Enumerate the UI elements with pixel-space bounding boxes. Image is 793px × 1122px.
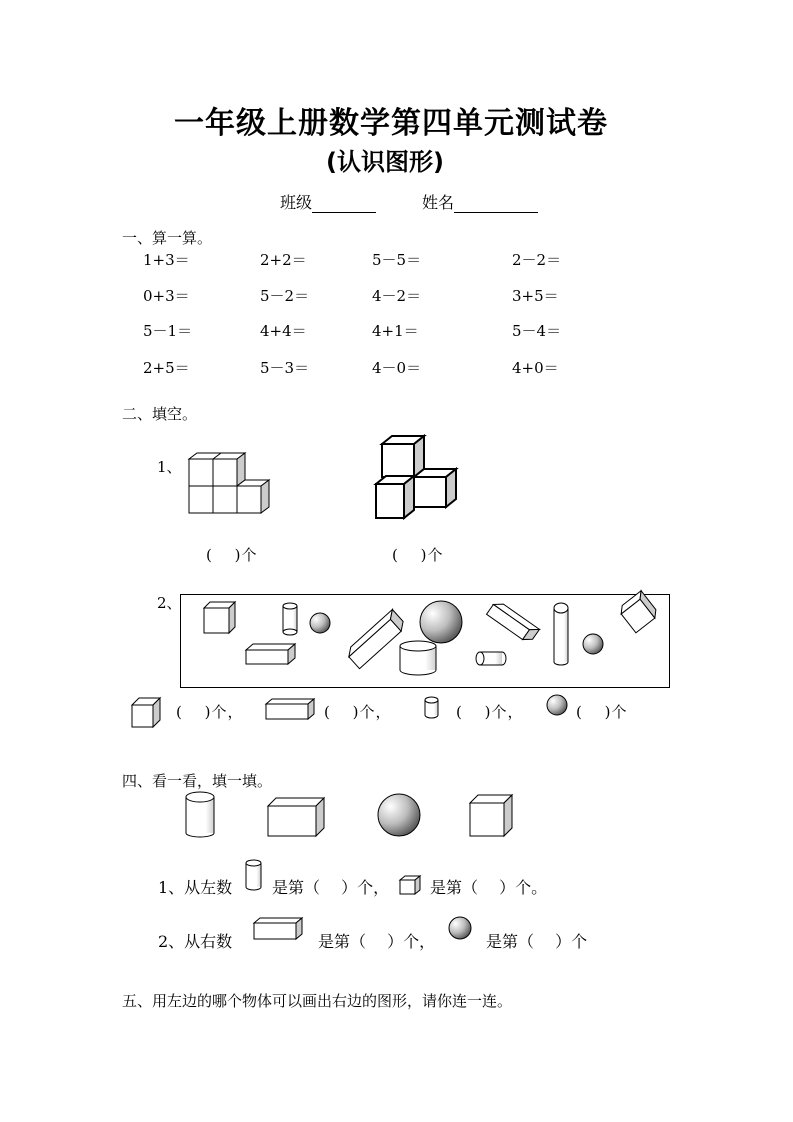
- problem[interactable]: 2+5＝: [143, 359, 190, 377]
- sphere-icon: [546, 694, 568, 716]
- problem[interactable]: 4+0＝: [512, 359, 559, 377]
- q1-answer-left[interactable]: ( )个: [206, 546, 258, 564]
- q1-label: 1、: [157, 458, 182, 476]
- cylinder-icon: [283, 603, 297, 635]
- cube-icon: [398, 874, 422, 896]
- cuboid-icon: [345, 610, 407, 669]
- problem[interactable]: 5－4＝: [512, 322, 562, 340]
- shapes-collection: [180, 594, 670, 688]
- problem[interactable]: 5－3＝: [260, 359, 310, 377]
- cylinder-icon: [476, 652, 506, 665]
- cuboid-icon: [252, 916, 304, 942]
- class-field: [280, 190, 376, 213]
- cube-stack-large: [372, 434, 458, 520]
- cube-icon: [130, 696, 162, 728]
- section5-heading: 五、用左边的哪个物体可以画出右边的图形，请你连一连。: [122, 992, 513, 1010]
- sphere-icon: [420, 601, 462, 643]
- cube-icon: [617, 591, 659, 633]
- problem[interactable]: 0+3＝: [143, 287, 190, 305]
- cuboid-icon: [268, 798, 324, 836]
- section2-heading: 二、填空。: [122, 405, 198, 423]
- section4-heading: 四、看一看，填一填。: [122, 772, 273, 790]
- name-field: [422, 190, 538, 213]
- problem[interactable]: 4－0＝: [372, 359, 422, 377]
- sphere-icon: [378, 794, 420, 836]
- problem[interactable]: 5－2＝: [260, 287, 310, 305]
- q1-answer-right[interactable]: ( )个: [392, 546, 444, 564]
- problem[interactable]: 2+2＝: [260, 251, 307, 269]
- page-subtitle: (认识图形): [326, 148, 444, 176]
- problem[interactable]: 3+5＝: [512, 287, 559, 305]
- sphere-icon: [448, 916, 472, 940]
- sphere-icon: [310, 613, 330, 633]
- cylinder-icon: [400, 641, 436, 675]
- class-label: 班级: [280, 193, 313, 212]
- cylinder-icon: [424, 696, 440, 720]
- page-title: 一年级上册数学第四单元测试卷: [174, 106, 608, 141]
- class-blank[interactable]: [312, 196, 376, 213]
- problem[interactable]: 5－5＝: [372, 251, 422, 269]
- count-cuboid[interactable]: ( )个，: [324, 703, 392, 721]
- cylinder-icon: [186, 792, 214, 837]
- name-blank[interactable]: [454, 196, 538, 213]
- cube-stack-small: [185, 450, 270, 514]
- cylinder-icon: [244, 858, 264, 892]
- problem[interactable]: 2－2＝: [512, 251, 562, 269]
- cuboid-icon: [264, 697, 316, 721]
- cube-icon: [204, 602, 235, 633]
- count-cylinder[interactable]: ( )个，: [456, 703, 524, 721]
- problem[interactable]: 4+1＝: [372, 322, 419, 340]
- section4-q1-mid[interactable]: 是第（ ）个，: [272, 878, 390, 897]
- section4-q1-suffix[interactable]: 是第（ ）个。: [430, 878, 548, 897]
- count-sphere[interactable]: ( )个: [576, 703, 628, 721]
- count-cube[interactable]: ( )个，: [176, 703, 244, 721]
- sphere-icon: [583, 634, 603, 654]
- section4-q2-mid[interactable]: 是第（ ）个，: [318, 932, 436, 951]
- problem[interactable]: 4－2＝: [372, 287, 422, 305]
- section1-heading: 一、算一算。: [122, 229, 213, 247]
- q2-label: 2、: [157, 594, 182, 612]
- problem[interactable]: 4+4＝: [260, 322, 307, 340]
- cuboid-icon: [246, 644, 295, 664]
- cylinder-icon: [554, 603, 568, 665]
- section4-q2-suffix[interactable]: 是第（ ）个: [486, 932, 588, 951]
- problem[interactable]: 1+3＝: [143, 251, 190, 269]
- section4-q1-prefix: 1、从左数: [158, 878, 233, 897]
- cube-icon: [470, 795, 512, 836]
- cuboid-icon: [487, 600, 540, 645]
- name-label: 姓名: [422, 193, 455, 212]
- section4-q2-prefix: 2、从右数: [158, 932, 233, 951]
- section4-shapes: [180, 790, 520, 840]
- problem[interactable]: 5－1＝: [143, 322, 193, 340]
